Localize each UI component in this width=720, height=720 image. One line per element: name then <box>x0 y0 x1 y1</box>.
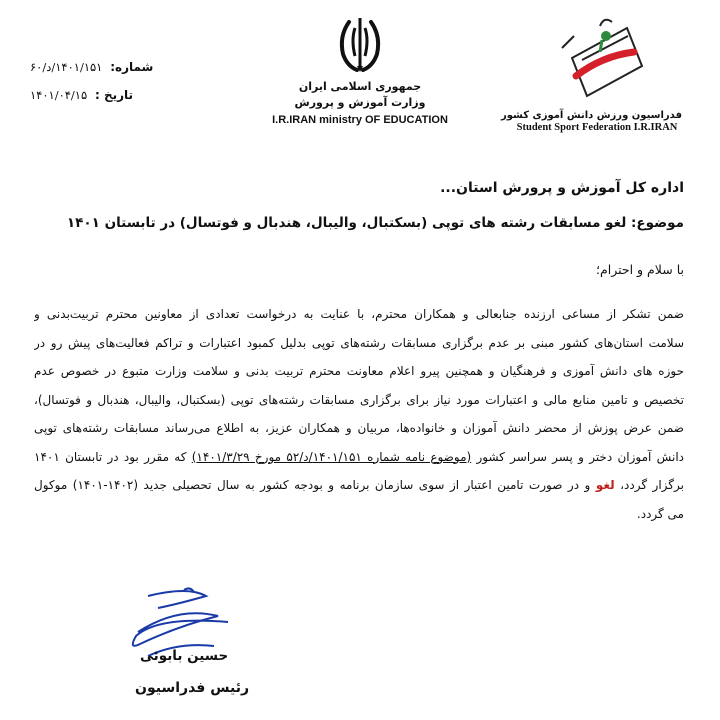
number-value: ۱۴۰۱/۱۵۱/د/۶۰ <box>30 60 103 74</box>
recipient: اداره کل آموزش و پرورش استان... <box>440 180 684 196</box>
federation-logo-icon <box>542 18 652 108</box>
country-name: جمهوری اسلامی ایران <box>298 80 422 93</box>
date-label: تاریخ : <box>95 88 134 102</box>
body-line: تخصیص و تامین منابع مالی و اعتبارات مورد نیاز برای برگزاری مسابقات رشته‌های توپی (بسکتبال، والیبال، هندبال و فوتسال)، <box>34 392 684 407</box>
letter-body <box>34 300 684 528</box>
date-value: ۱۴۰۱/۰۴/۱۵ <box>30 88 88 102</box>
ministry-name-en: I.R.IRAN ministry OF EDUCATION <box>272 114 448 126</box>
federation-name-en: Student Sport Federation I.R.IRAN <box>516 122 678 133</box>
body-text: که مقرر بود در تابستان ۱۴۰۱ <box>34 449 187 464</box>
body-text: دانش آموزان دختر و پسر سراسر کشور <box>476 449 684 464</box>
body-line: سلامت استان‌های کشور مبنی بر عدم برگزاری مسابقات رشته‌های توپی بدلیل کمبود اعتبارات و تراکم فعالیت‌های پیش رو در <box>34 335 684 350</box>
signer-title: رئیس فدراسیون <box>135 680 250 696</box>
signer-name: حسین بابوئی <box>140 648 229 664</box>
body-line: می گردد. <box>636 506 684 521</box>
body-line: ضمن عرض پوزش از محضر دانش آموزان و خانواده‌ها، مربیان و همکاران عزیز، به اطلاع می‌رساند مسابقات رشته‌های توپی <box>34 421 684 435</box>
iran-emblem-icon <box>335 16 385 74</box>
salutation: با سلام و احترام؛ <box>596 262 684 277</box>
referenced-letter: (موضوع نامه شماره ۱۴۰۱/۱۵۱/د/۵۲ مورخ ۱۴۰۱/۳/۲۹) <box>191 449 472 464</box>
body-text: و در صورت تامین اعتبار از سوی سازمان برنامه و بودجه کشور به سال تحصیلی جدید (۱۴۰۲-۱۴۰۱) موکول <box>34 478 591 492</box>
letter-number <box>30 60 153 74</box>
body-line: ضمن تشکر از مساعی ارزنده جنابعالی و همکاران محترم، با عنایت به درخواست تعدادی از معاونین محترم تربیت‌بدنی و <box>34 307 684 321</box>
body-line <box>34 443 684 472</box>
subject-line: موضوع: لغو مسابقات رشته های توپی (بسکتبال، والیبال، هندبال و فوتسال) در تابستان ۱۴۰۱ <box>66 215 684 231</box>
cancel-word: لغو <box>595 478 615 492</box>
ministry-name-fa: وزارت آموزش و پرورش <box>294 96 426 109</box>
ministry-header <box>240 16 480 126</box>
federation-name-fa: فدراسیون ورزش دانش آموزی کشور <box>501 110 682 121</box>
number-label: شماره: <box>110 60 154 74</box>
body-line <box>34 471 684 500</box>
letter-date <box>30 88 133 102</box>
federation-header <box>501 18 682 133</box>
body-text: برگزار گردد، <box>620 478 684 492</box>
body-line: حوزه های دانش آموزی و فرهنگیان و همچنین پیرو اعلام معاونت محترم تربیت بدنی و سلامت وزارت متبوع در خصوص عدم <box>34 364 684 378</box>
